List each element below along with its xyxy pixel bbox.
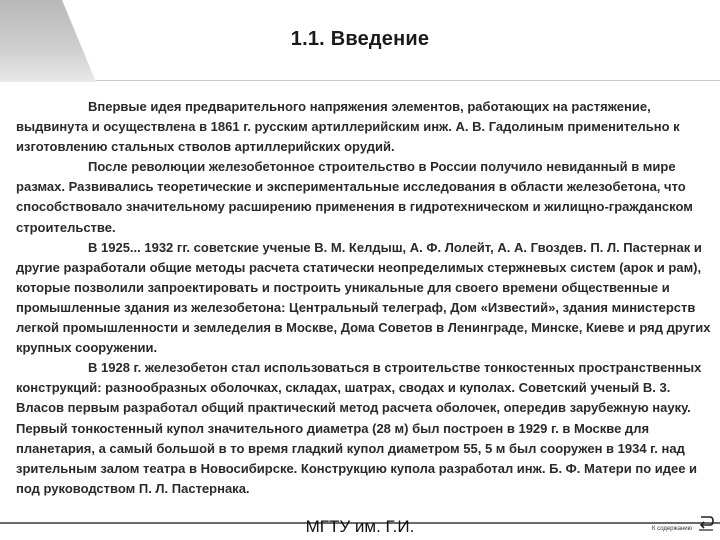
- header-divider: [96, 80, 720, 81]
- footer-university: МГТУ им. Г.И.: [305, 517, 415, 536]
- slide-title: 1.1. Введение: [290, 28, 430, 50]
- back-to-contents-label: К содержанию: [652, 526, 693, 532]
- paragraph-2: После революции железобетонное строительство в России получило невиданный в мире размах. Развивались теоретические и экспериментальные исследования в области железобетона, что способствовало значительному расширению применения в гидротехническом и жилищно-гражданском строительстве.: [16, 159, 693, 235]
- back-to-contents-button[interactable]: [652, 512, 716, 536]
- slide-body: [16, 97, 712, 499]
- return-arrow-icon: [698, 514, 714, 537]
- paragraph-3: В 1925... 1932 гг. советские ученые В. М. Келдыш, А. Ф. Лолейт, А. А. Гвоздев. П. Л. Пастернак и другие разработали общие методы расчета статически неопределимых стержневых систем (арок и рам), которые позволили запроектировать и построить уникальные для своего времени общественные и промышленные здания из железобетона: Центральный телеграф, Дом «Известий», здания министерств легкой промышленности и земледелия в Москве, Дома Советов в Ленинграде, Минске, Киеве и ряд других крупных сооружении.: [16, 239, 711, 356]
- paragraph-4: В 1928 г. железобетон стал использоваться в строительстве тонкостенных пространственных конструкций: разнообразных оболочках, складах, шатрах, сводах и куполах. Советский ученый В. 3. Власов первым разработал общий практический метод расчета оболочек, опередив зарубежную науку. Первый тонкостенный купол значительного диаметра (28 м) был построен в 1929 г. в Москве для планетария, а самый большой в то время гладкий купол диаметром 55, 5 м был сооружен в 1934 г. над зрительным залом театра в Новосибирске. Конструкцию купола разработал инж. Б. Ф. Матери по идее и под руководством П. Л. Пастернака.: [16, 360, 702, 496]
- paragraph-1: Впервые идея предварительного напряжения элементов, работающих на растяжение, выдвинута и осуществлена в 1861 г. русским артиллерийским инж. А. В. Гадолиным применительно к изготовлению стальных стволов артиллерийских орудий.: [16, 99, 680, 155]
